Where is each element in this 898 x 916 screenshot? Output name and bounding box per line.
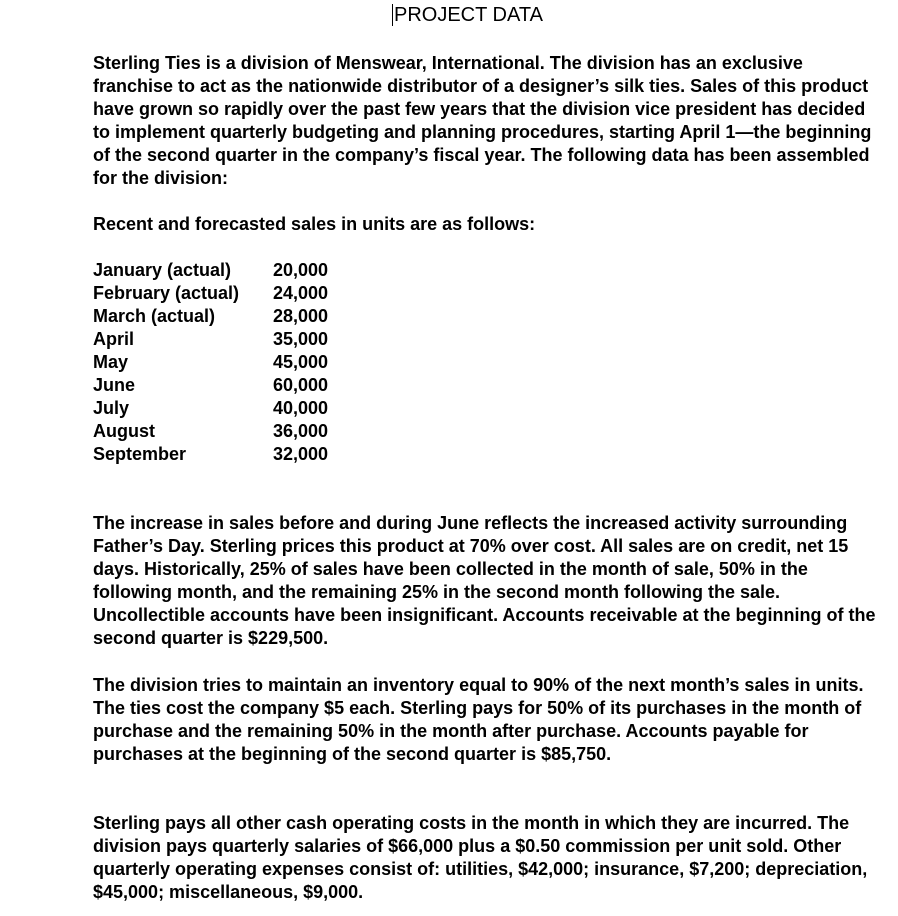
- sales-units: 36,000: [273, 421, 329, 441]
- sales-units: 20,000: [273, 260, 329, 280]
- sales-row: [93, 420, 328, 443]
- sales-row: [93, 443, 328, 466]
- sales-units: 60,000: [273, 375, 329, 395]
- sales-row: [93, 282, 328, 305]
- sales-heading: Recent and forecasted sales in units are as follows:: [93, 214, 536, 234]
- sales-row: [93, 259, 328, 282]
- inventory-paragraph: The division tries to maintain an inventory equal to 90% of the next month’s sales in units. The ties cost the company $5 each. Sterling pays for 50% of its purchases in the month of purchase and the remaining 50% in the month after purchase. Accounts payable for purchases at the beginning of the second quarter is $85,750.: [93, 675, 864, 764]
- sales-month: February (actual): [93, 283, 240, 303]
- sales-month: March (actual): [93, 306, 216, 326]
- sales-month: June: [93, 375, 136, 395]
- sales-month: September: [93, 444, 187, 464]
- intro-paragraph: Sterling Ties is a division of Menswear, International. The division has an exclusive franchise to act as the nationwide distributor of a designer’s silk ties. Sales of this product have grown so rapidly over the past few years that the division vice president has decided to implement quarterly budgeting and planning procedures, starting April 1—the beginning of the second quarter in the company’s fiscal year. The following data has been assembled for the division:: [93, 53, 872, 188]
- sales-units: 45,000: [273, 352, 329, 372]
- sales-month: August: [93, 421, 155, 441]
- sales-units: 28,000: [273, 306, 329, 326]
- page-title: PROJECT DATA: [394, 4, 543, 26]
- sales-row: [93, 328, 328, 351]
- sales-month: April: [93, 329, 135, 349]
- sales-units: 35,000: [273, 329, 329, 349]
- sales-units: 24,000: [273, 283, 329, 303]
- sales-units: 32,000: [273, 444, 329, 464]
- sales-month: May: [93, 352, 129, 372]
- text-cursor: [392, 4, 393, 26]
- sales-row: [93, 397, 328, 420]
- sales-row: [93, 374, 328, 397]
- operating-costs-paragraph: Sterling pays all other cash operating costs in the month in which they are incurred. The division pays quarterly salaries of $66,000 plus a $0.50 commission per unit sold. Other quarterly operating expenses consist of: utilities, $42,000; insurance, $7,200; depreciation, $45,000; miscellaneous, $9,000.: [93, 813, 868, 902]
- sales-units: 40,000: [273, 398, 329, 418]
- collections-paragraph: The increase in sales before and during June reflects the increased activity surrounding Father’s Day. Sterling prices this product at 70% over cost. All sales are on credit, net 15 days. Historically, 25% of sales have been collected in the month of sale, 50% in the following month, and the remaining 25% in the second month following the sale. Uncollectible accounts have been insignificant. Accounts receivable at the beginning of the second quarter is $229,500.: [93, 513, 876, 648]
- sales-month: July: [93, 398, 130, 418]
- sales-month: January (actual): [93, 260, 232, 280]
- sales-row: [93, 351, 328, 374]
- sales-table: [93, 259, 328, 466]
- sales-row: [93, 305, 328, 328]
